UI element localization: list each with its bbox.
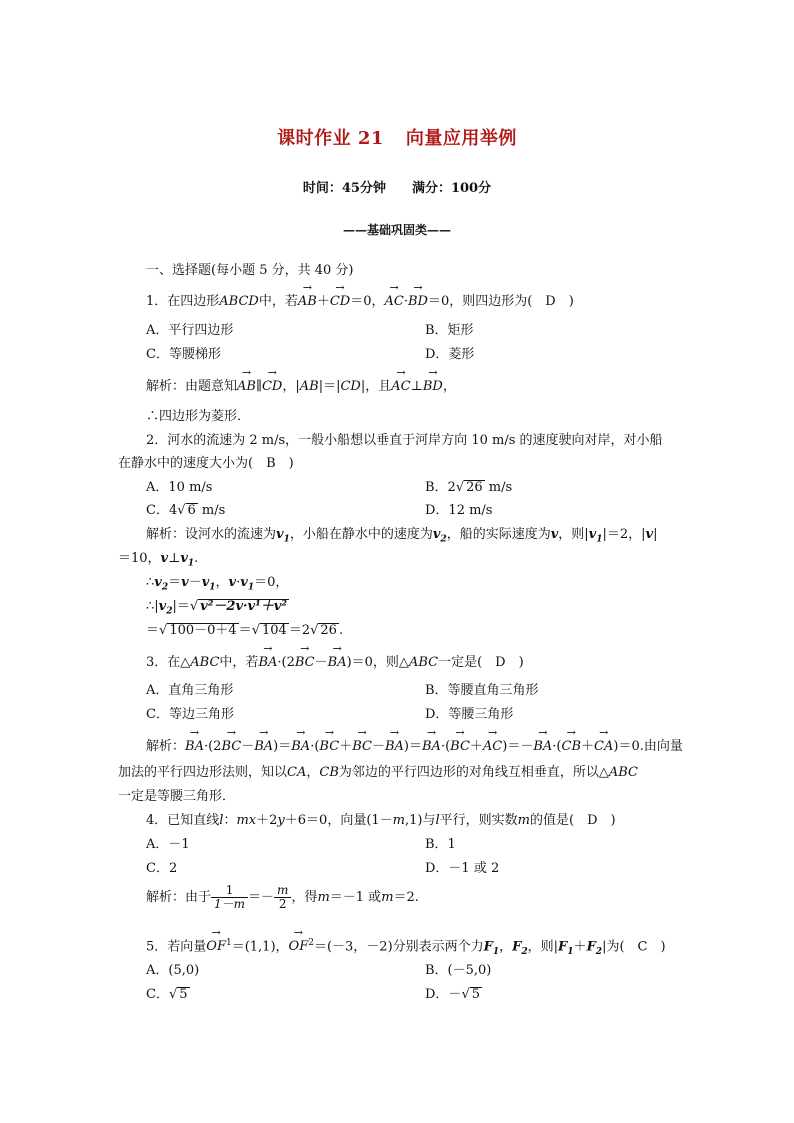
full-score: 满分：100分: [411, 181, 492, 196]
q5-option-d: D．－√ 5: [425, 987, 481, 1002]
q4-option-c: C．2: [146, 861, 178, 876]
q4-stem: 4．已知直线l：mx＋2y＋6＝0，向量(1－m,1)与l平行，则实数m的值是( D ): [146, 813, 616, 828]
q1-option-a: A．平行四边形: [146, 323, 234, 338]
time-score-line: [0, 177, 794, 196]
q3-solution-line3: 一定是等腰三角形．: [118, 789, 236, 804]
q3-stem: 3．在△ABC中，若→ BA·(2→ BC－→ BA)＝0，则△ABC一定是( D ): [146, 654, 524, 672]
q2-option-b: B．2√ 26 m/s: [425, 480, 513, 495]
q5-option-c: C．√ 5: [146, 987, 188, 1002]
q1-option-d: D．菱形: [425, 347, 475, 362]
q5-stem: 5．若向量→ $OF^1=(1,1)$，→ $OF^2=(-3$，－2)分别表示两个力$F_1$，$F_2$，则$|F_1+F_2|$为( C ): [146, 934, 666, 961]
q3-option-d: D．等腰三角形: [425, 707, 514, 722]
q3-option-b: B．等腰直角三角形: [425, 683, 539, 698]
q2-solution-line3: $\therefore v_2=v-v_1$，$v\cdot v_1=0$，: [146, 575, 289, 593]
q2-option-d: D．12 m/s: [425, 503, 493, 518]
q4-option-b: B．1: [425, 837, 456, 852]
q3-option-a: A．直角三角形: [146, 683, 234, 698]
q1-option-c: C．等腰梯形: [146, 347, 221, 362]
q4-solution: 解析：由于 $\frac{1}{1-m}$ ＝－ $\frac{m}{2}$ ，得m＝－1 或m＝2.: [146, 883, 419, 911]
q3-solution-line1: 解析：→ BA·(2→ BC－→ BA)＝→ BA·(→ BC＋→ BC－→ BA)＝→ BA·(→ BC＋→ AC)＝－→ BA·(→ CB＋→ CA)＝0.由向量: [146, 738, 683, 756]
fraction-2: $\frac{m}{2}$: [274, 884, 291, 911]
q2-option-a: A．10 m/s: [146, 480, 213, 495]
page-title: [0, 124, 794, 150]
q4-option-a: A．－1: [146, 837, 190, 852]
q4-option-d: D．－1 或 2: [425, 861, 500, 876]
q1-conclusion: ∴四边形为菱形．: [146, 409, 251, 424]
q2-option-c: C．4√ 6 m/s: [146, 503, 226, 518]
fraction-1: $\frac{1}{1-m}$: [211, 884, 248, 911]
q2-solution-line4: $\therefore|v_2|=√$ v²－2v·v¹＋v²: [146, 599, 288, 617]
title-topic: 向量应用举例: [405, 128, 517, 149]
q5-option-b: B．(－5,0): [425, 963, 492, 978]
q1-stem: 1．在四边形ABCD中，若→ AB＋→ CD＝0，→ AC·→ BD＝0，则四边形为( D ): [146, 293, 574, 311]
q2-solution-line5: ＝√ 100－0＋4 ＝√ 104 ＝2√ 26 .: [146, 623, 344, 638]
title-lesson: 课时作业 21: [277, 128, 384, 149]
q2-stem-line1: 2．河水的流速为 2 m/s，一般小船想以垂直于河岸方向 10 m/s 的速度驶向对岸，对小船: [146, 433, 663, 448]
q2-solution-line1: 解析：设河水的流速为$v_1$，小船在静水中的速度为$v_2$，船的实际速度为v，则$|v_1|=2$，|v|: [146, 527, 658, 545]
time-limit: 时间：45分钟: [302, 181, 386, 196]
q1-solution: 解析：由题意知→ AB∥→ CD，|AB|＝|CD|，且→ AC⊥→ BD，: [146, 378, 456, 396]
q2-solution-line2: ＝10，$v\perp v_1$.: [118, 551, 199, 569]
part1-heading: 一、选择题(每小题 5 分，共 40 分): [146, 263, 354, 278]
q3-solution-line2: 加法的平行四边形法则，知以CA，CB为邻边的平行四边形的对角线互相垂直，所以△ABC: [118, 765, 639, 780]
q3-option-c: C．等边三角形: [146, 707, 234, 722]
section-heading: ——基础巩固类——: [342, 223, 451, 237]
q1-option-b: B．矩形: [425, 323, 474, 338]
q5-option-a: A．(5,0): [146, 963, 200, 978]
q2-stem-line2: 在静水中的速度大小为( B ): [118, 456, 294, 471]
